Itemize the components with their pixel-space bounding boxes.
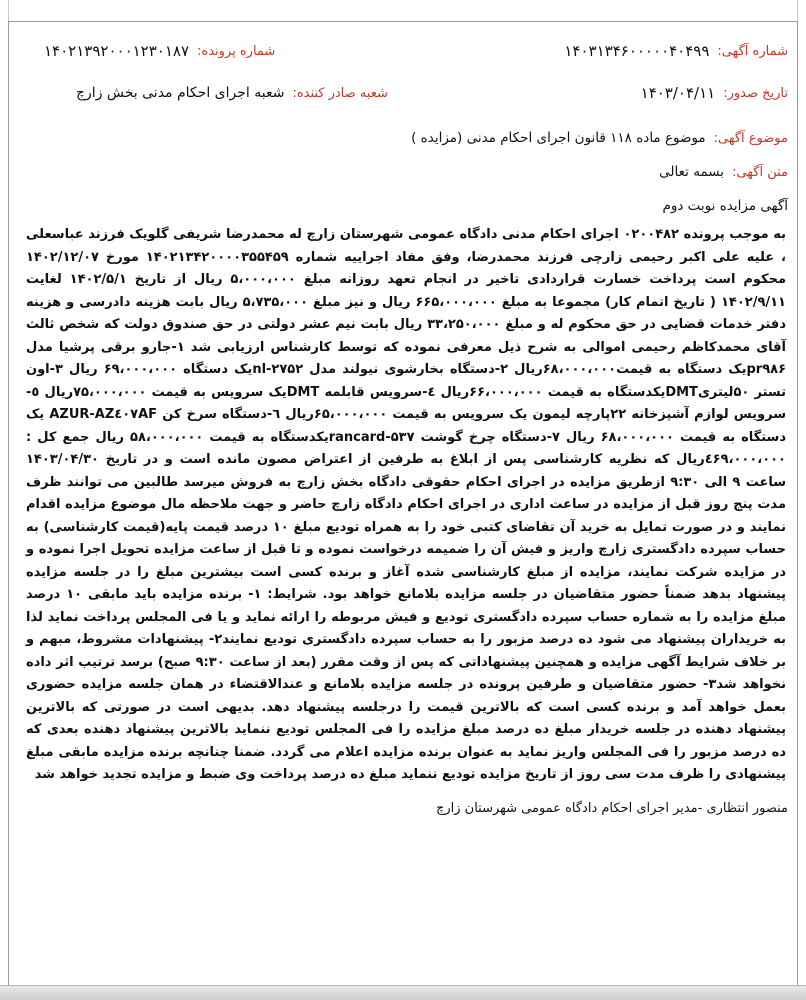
notice-number-value: ۱۴۰۳۱۳۴۶۰۰۰۰۰۴۰۴۹۹ xyxy=(564,42,710,60)
issue-date-label: تاریخ صدور: xyxy=(723,85,788,101)
notice-number-label: شماره آگهی: xyxy=(717,43,788,59)
notice-document xyxy=(26,30,788,816)
issue-date-value: ۱۴۰۳/۰۴/۱۱ xyxy=(640,84,716,102)
notice-number xyxy=(564,30,788,72)
notice-text-value: بسمه تعالی xyxy=(659,164,725,180)
notice-body: به موجب پرونده ۰۲۰۰۴۸۲ اجرای احکام مدنی دادگاه عمومی شهرستان زارچ له محمدرضا شریفی گلویک فرزند عباسعلی ، علیه علی اکبر رحیمی زارچی فرزند محمدرضا، وفق مفاد اجراییه شماره ۱۴۰۲۱۳۴۲۰۰۰۰۳۵۵۴۵۹ مورخ ۱۴۰۲/۱۲/۰۷ محکوم است پرداخت خسارت قراردادی تاخیر در انجام تعهد روزانه مبلغ ۵،۰۰۰،۰۰۰ ریال از تاریخ ۱۴۰۲/۵/۱ لغایت ۱۴۰۲/۹/۱۱ ( تاریخ اتمام کار) مجموعا به مبلغ ۶۶۵،۰۰۰،۰۰۰ ریال و نیز مبلغ ۵،۷۳۵،۰۰۰ ریال بابت هزینه دادرسی و هزینه دفتر خدمات قضایی در حق محکوم له و مبلغ ۳۳،۲۵۰،۰۰۰ ریال بابت نیم عشر دولتی در حق صندوق دولت که شخص ثالث آقای محمدکاظم رحیمی اموالی به شرح ذیل معرفی نموده که توسط کارشناس ارزیابی شد ۱-جارو برقی پرشیا مدل pr۹۸۶یک دستگاه به قیمت۶۸،۰۰۰،۰۰۰ریال ۲-دستگاه بخارشوی نیولند مدل nl-۲۷۵۲یک دستگاه ۶۹،۰۰۰،۰۰۰ ریال ۳-اون تستر ۵۰لیتریDMTیکدستگاه به قیمت ۶۶،۰۰۰،۰۰۰ریال ٤-سرویس قابلمه DMTیک سرویس به قیمت ۷۵،۰۰۰،۰۰۰ریال ٥-سرویس لوازم آشپزخانه ۲۲پارچه لیمون یک سرویس به قیمت ۶۵،۰۰۰،۰۰۰ریال ٦-دستگاه سرخ کن AZUR-AZ٤۰۷AF یک دستگاه به قیمت ۶۸،۰۰۰،۰۰۰ ریال ۷-دستگاه چرخ گوشت rancard-۵۳۷یکدستگاه به قیمت ۵۸،۰۰۰،۰۰۰ ریال جمع کل : ٤۶۹،۰۰۰،۰۰۰ریال که نظریه کارشناسی پس از ابلاغ به طرفین از اعتراض مصون مانده است و در تاریخ ۱۴۰۳/۰۴/۳۰ ساعت ۹ الی ۹:۳۰ ازطریق مزایده در اجرای احکام حقوقی دادگاه بخش زارچ به فروش میرسد طالبین می توانند ظرف مدت پنج روز قبل از مزایده در ساعت اداری در اجرای احکام دادگاه زارچ حاضر و جهت ملاحظه مال موضوع مزایده اقدام نمایند و در صورت تمایل به خرید آن تقاضای کتبی خود را به همراه تودیع مبلغ ۱۰ درصد قیمت پایه(قیمت کارشناسی) به حساب سپرده دادگستری زارچ واریز و فیش آن را ضمیمه درخواست نموده و تا قبل از ساعت مزایده تحویل اجرا نموده و در مزایده شرکت نمایند، مزایده از مبلغ کارشناسی شده آغاز و برنده کسی است بیشترین مبلغ را در جلسه مزایده پیشنهاد بدهد ضمناً حضور متقاضیان در جلسه مزایده بلامانع خواهد بود. شرایط: ۱- برنده مزایده باید مابقی ۱۰ درصد مبلغ مزایده را به شماره حساب سپرده دادگستری تودیع و فیش مربوطه را ارائه نماید و یا فی المجلس پرداخت نماید لذا به خریداران پیشنهاد می شود ده درصد مزبور را به حساب سپرده دادگستری تودیع نمایند۲- پیشنهادات مشروط، مبهم و بر خلاف شرایط آگهی مزایده و همچنین پیشنهاداتی که پس از وقت مقرر (بعد از ساعت ۹:۳۰ صبح) برسد ترتیب اثر داده نخواهد شد۳- حضور متقاضیان و طرفین پرونده در جلسه مزایده بلامانع و عندالاقتضاء در همان جلسه مزایده حضوری بعمل خواهد آمد و برنده کسی است که بالاترین قیمت را درجلسه پیشنهاد دهد. بدیهی است در صورتی که بالاترین پیشنهاد دهنده در جلسه خریدار مبلغ ده درصد مبلغ مزایده را فی المجلس تودیع ننماید بالاترین پیشنهاد دهنده بعدی که ده درصد مزبور را فی المجلس واریز نماید به عنوان برنده مزایده اعلام می گردد. ضمنا چنانچه برنده مزایده مابقی مبلغ پیشنهادی را ظرف مدت سی روز از تاریخ مزایده تودیع ننماید مبلغ ده درصد پرداخت وی ضبط و مزایده تجدید خواهد شد xyxy=(26,227,787,782)
issuer-label: شعبه صادر کننده: xyxy=(292,85,388,101)
notice-text-line xyxy=(26,164,788,180)
issue-date xyxy=(641,72,788,114)
case-number xyxy=(44,30,275,72)
issuer-value: شعبه اجرای احکام مدنی بخش زارچ xyxy=(76,85,285,101)
notice-title: آگهی مزایده نوبت دوم xyxy=(662,198,788,214)
window-bottom-bar xyxy=(0,985,806,1000)
signature: منصور انتظاری -مدیر اجرای احکام دادگاه عمومی شهرستان زارچ xyxy=(435,800,788,816)
issuer xyxy=(76,72,388,114)
header-row-1 xyxy=(26,30,788,72)
subject-line xyxy=(26,130,788,146)
subject-value: موضوع ماده ۱۱۸ قانون اجرای احکام مدنی (مزایده ) xyxy=(411,130,706,146)
notice-text-label: متن آگهی: xyxy=(732,164,788,180)
case-number-label: شماره پرونده: xyxy=(197,43,276,59)
subject-label: موضوع آگهی: xyxy=(713,130,788,146)
header-row-2 xyxy=(26,72,788,114)
case-number-value: ۱۴۰۲۱۳۹۲۰۰۰۱۲۳۰۱۸۷ xyxy=(44,42,190,60)
window-top-edge xyxy=(8,0,798,22)
